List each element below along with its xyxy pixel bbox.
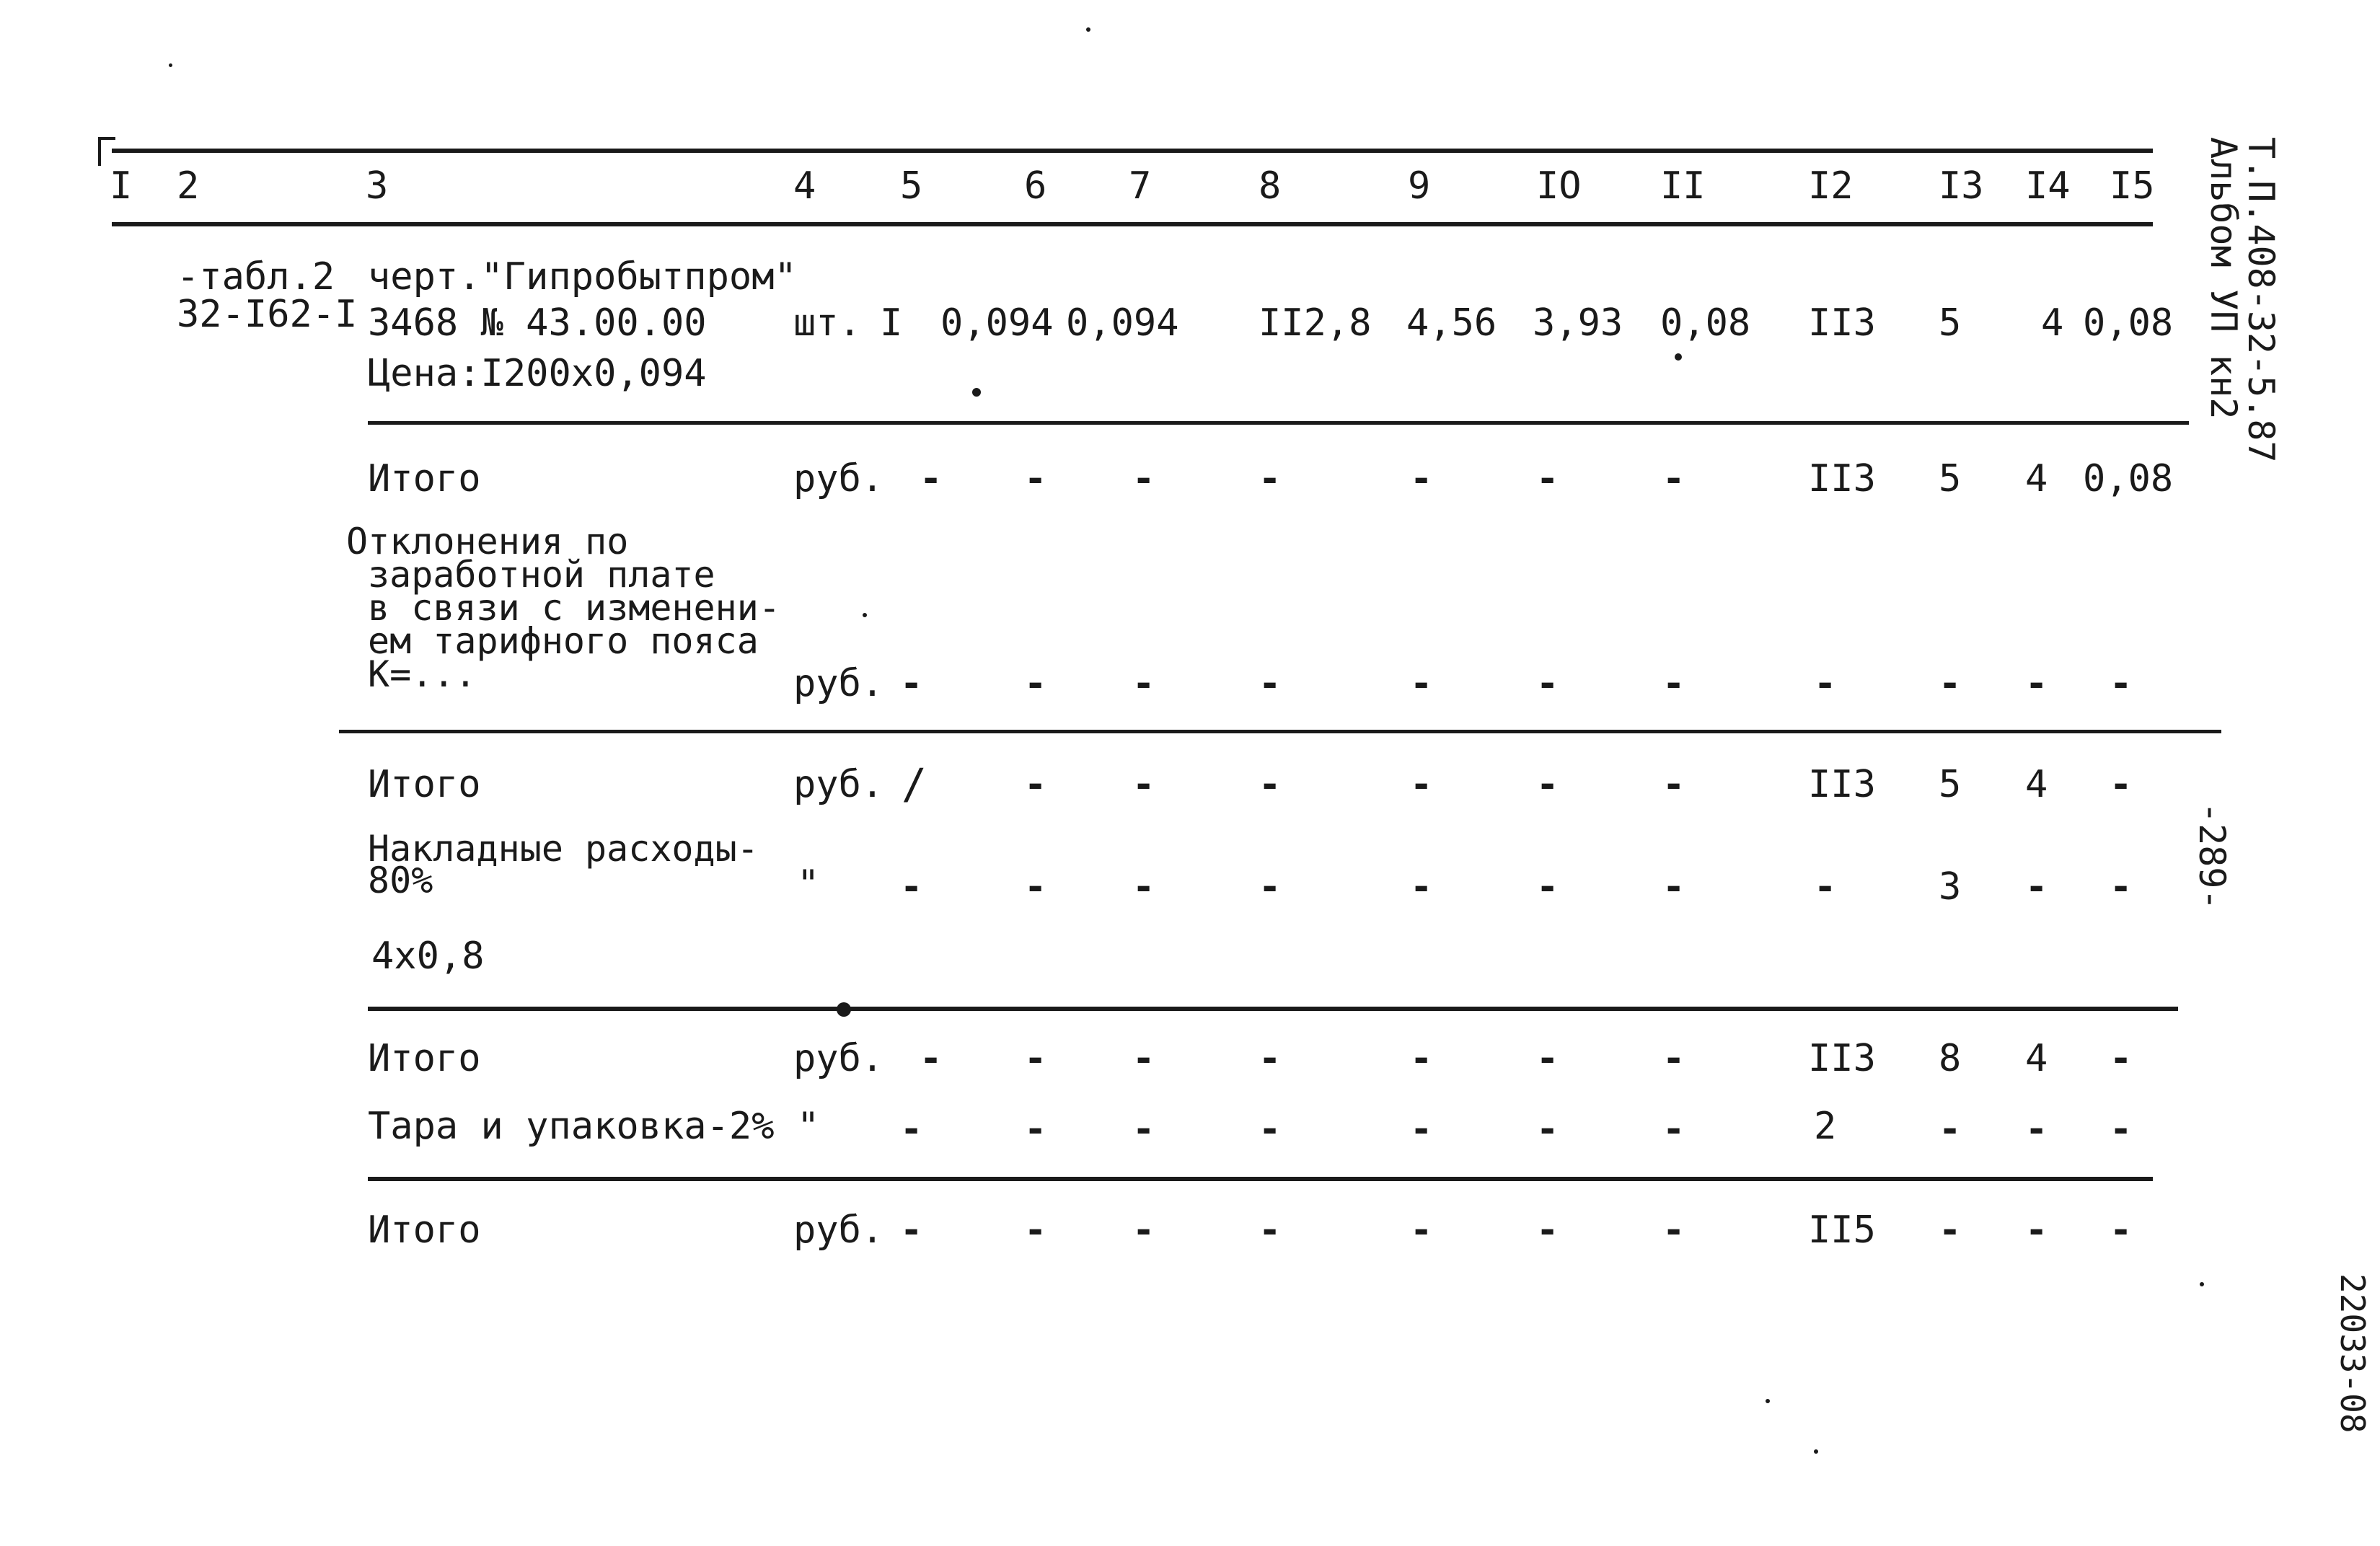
cell-14: - (2025, 1209, 2048, 1252)
cell-15: 0,08 (2083, 457, 2174, 500)
scan-speck (863, 613, 867, 617)
cell-7: - (1132, 1108, 1155, 1151)
cell-6: - (1024, 662, 1047, 705)
cell-13: - (1939, 1209, 1962, 1252)
cell-10: 3,93 (1533, 301, 1623, 345)
col-header-9: 9 (1408, 164, 1431, 208)
col-header-14: I4 (2025, 164, 2071, 208)
scan-speck (972, 388, 981, 397)
cell-12: II3 (1808, 763, 1876, 806)
cell-15: - (2110, 1108, 2133, 1151)
cell-7: - (1132, 662, 1155, 705)
cell-5: - (920, 457, 943, 500)
cell-9: 4,56 (1406, 301, 1497, 345)
cell-5: - (900, 1108, 923, 1151)
row-label: Итого (368, 457, 481, 500)
cell-8: - (1259, 1209, 1282, 1252)
album-code: Т.П.408-32-5.87 (2240, 137, 2282, 463)
col-header-7: 7 (1129, 164, 1152, 208)
cell-15: 0,08 (2083, 301, 2174, 345)
cell-9: - (1410, 1037, 1433, 1080)
unit: руб. (793, 457, 884, 500)
cell-13: 3 (1939, 865, 1962, 909)
cell-5: - (900, 865, 923, 909)
deviation-text-1: Отклонения по (346, 521, 629, 562)
cell-13: - (1939, 662, 1962, 705)
header-bottom-rule (112, 222, 2153, 226)
deviation-text-2: заработной плате (368, 554, 715, 596)
cell-11: - (1662, 1108, 1685, 1151)
cell-14: 4 (2025, 1037, 2048, 1080)
cell-15: - (2110, 865, 2133, 909)
cell-8: - (1259, 865, 1282, 909)
cell-7: 0,094 (1066, 301, 1179, 345)
cell-12: - (1814, 865, 1837, 909)
cell-11: - (1662, 457, 1685, 500)
cell-13: 5 (1939, 457, 1962, 500)
cell-6: - (1024, 1037, 1047, 1080)
cell-6: - (1024, 1209, 1047, 1252)
desc-line-1: черт."Гипробытпром" (368, 255, 797, 299)
cell-14: 4 (2025, 763, 2048, 806)
cell-14: 4 (2025, 457, 2048, 500)
col-header-15: I5 (2110, 164, 2155, 208)
cell-5: I (880, 301, 903, 345)
section-rule-2 (339, 730, 2221, 733)
cell-6: - (1024, 457, 1047, 500)
scan-speck (1814, 1449, 1818, 1454)
cell-12: - (1814, 662, 1837, 705)
cell-10: - (1536, 763, 1559, 806)
cell-8: - (1259, 763, 1282, 806)
cell-12: II3 (1808, 457, 1876, 500)
cell-9: - (1410, 1209, 1433, 1252)
album-volume: Альбом УП кн2 (2203, 137, 2244, 420)
cell-5: - (900, 1209, 923, 1252)
col-header-4: 4 (793, 164, 816, 208)
cell-12: II3 (1808, 301, 1876, 345)
col-header-10: IO (1536, 164, 1582, 208)
scan-speck (169, 63, 172, 67)
section-rule-1 (368, 421, 2189, 425)
section-rule-3 (368, 1007, 2178, 1011)
deviation-text-5: К=... (368, 653, 477, 695)
col-header-12: I2 (1808, 164, 1854, 208)
cell-5: / (902, 759, 927, 808)
cell-15: - (2110, 763, 2133, 806)
ink-blot (837, 1002, 851, 1017)
cell-5: - (920, 1037, 943, 1080)
cell-11: - (1662, 763, 1685, 806)
cell-6: - (1024, 865, 1047, 909)
overhead-formula: 4х0,8 (371, 935, 485, 978)
ref-line-2: 32-I62-I (177, 293, 358, 336)
col-header-13: I3 (1939, 164, 1984, 208)
cell-8: - (1259, 1108, 1282, 1151)
unit: " (797, 1105, 820, 1148)
cell-7: - (1132, 457, 1155, 500)
cell-10: - (1536, 1037, 1559, 1080)
unit: шт. (793, 301, 861, 345)
cell-7: - (1132, 763, 1155, 806)
cell-12: II3 (1808, 1037, 1876, 1080)
unit: руб. (793, 662, 884, 705)
row-label: Итого (368, 763, 481, 806)
cell-14: - (2025, 1108, 2048, 1151)
cell-9: - (1410, 662, 1433, 705)
cell-6: 0,094 (940, 301, 1054, 345)
cell-13: 8 (1939, 1037, 1962, 1080)
cell-11: 0,08 (1660, 301, 1751, 345)
cell-12: 2 (1814, 1105, 1837, 1148)
cell-14: - (2025, 662, 2048, 705)
col-header-6: 6 (1024, 164, 1047, 208)
col-header-5: 5 (900, 164, 923, 208)
desc-line-2: 3468 № 43.00.00 (368, 301, 707, 345)
col-header-1: I (110, 164, 133, 208)
cell-5: - (900, 662, 923, 705)
cell-13: 5 (1939, 301, 1962, 345)
header-top-rule (112, 149, 2153, 153)
cell-7: - (1132, 865, 1155, 909)
overhead-text-1: Накладные расходы- (368, 828, 759, 870)
cell-8: - (1259, 457, 1282, 500)
row-label: Тара и упаковка-2% (368, 1105, 775, 1148)
unit: " (797, 862, 820, 906)
cell-9: - (1410, 1108, 1433, 1151)
unit: руб. (793, 1209, 884, 1252)
unit: руб. (793, 1037, 884, 1080)
cell-10: - (1536, 1108, 1559, 1151)
scan-speck (1766, 1399, 1770, 1403)
cell-6: - (1024, 763, 1047, 806)
col-header-8: 8 (1259, 164, 1282, 208)
cell-11: - (1662, 865, 1685, 909)
cell-11: - (1662, 1209, 1685, 1252)
cell-6: - (1024, 1108, 1047, 1151)
cell-10: - (1536, 662, 1559, 705)
cell-8: - (1259, 1037, 1282, 1080)
cell-15: - (2110, 1209, 2133, 1252)
cell-13: 5 (1939, 763, 1962, 806)
cell-9: - (1410, 763, 1433, 806)
cell-11: - (1662, 1037, 1685, 1080)
cell-10: - (1536, 1209, 1559, 1252)
cell-7: - (1132, 1037, 1155, 1080)
overhead-text-2: 80% (368, 860, 433, 901)
cell-9: - (1410, 457, 1433, 500)
page-number: -289- (2191, 802, 2233, 911)
ref-line-1: -табл.2 (177, 255, 335, 299)
corner-mark-vertical (98, 137, 101, 166)
scan-speck (1086, 27, 1090, 32)
cell-15: - (2110, 1037, 2133, 1080)
cell-8: II2,8 (1259, 301, 1372, 345)
document-number: 22033-08 (2333, 1273, 2372, 1434)
col-header-11: II (1660, 164, 1706, 208)
cell-12: II5 (1808, 1209, 1876, 1252)
unit: руб. (793, 763, 884, 806)
cell-14: - (2025, 865, 2048, 909)
scan-speck (2200, 1282, 2204, 1286)
col-header-2: 2 (177, 164, 200, 208)
cell-15: - (2110, 662, 2133, 705)
cell-11: - (1662, 662, 1685, 705)
cell-13: - (1939, 1108, 1962, 1151)
row-label: Итого (368, 1209, 481, 1252)
deviation-text-3: в связи с изменени- (368, 587, 780, 629)
deviation-text-4: ем тарифного пояса (368, 620, 759, 662)
col-header-3: 3 (366, 164, 389, 208)
row-label: Итого (368, 1037, 481, 1080)
cell-14: 4 (2041, 301, 2064, 345)
desc-line-3: Цена:I200х0,094 (368, 352, 707, 395)
corner-mark-horizontal (98, 137, 115, 140)
cell-10: - (1536, 865, 1559, 909)
cell-8: - (1259, 662, 1282, 705)
cell-7: - (1132, 1209, 1155, 1252)
cell-10: - (1536, 457, 1559, 500)
section-rule-4 (368, 1177, 2153, 1181)
cell-9: - (1410, 865, 1433, 909)
scan-speck (1675, 353, 1682, 361)
